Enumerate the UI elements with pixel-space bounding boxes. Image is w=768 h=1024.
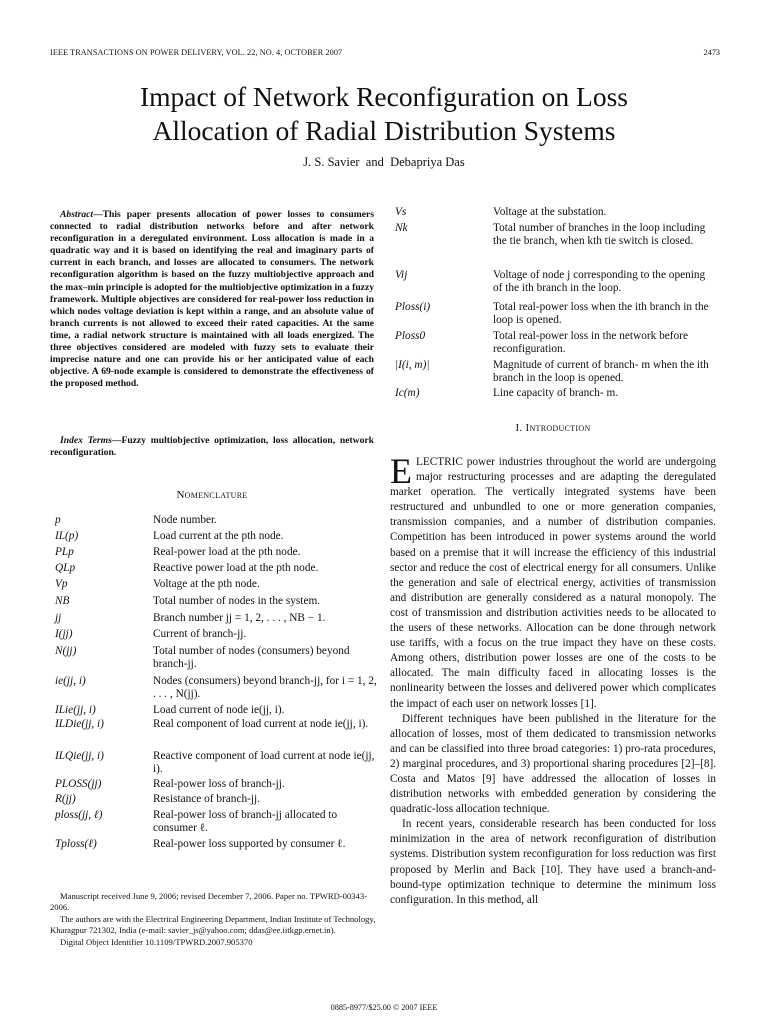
- nomenclature-definition: Voltage at the pth node.: [153, 578, 260, 590]
- nomenclature-definition: Resistance of branch-jj.: [153, 793, 260, 805]
- nomenclature-symbol: QLp: [55, 562, 76, 574]
- footnote-manuscript: Manuscript received June 9, 2006; revised December 7, 2006. Paper no. TPWRD-00343-2006.: [50, 891, 367, 912]
- abstract-text: —This paper presents allocation of power losses to consumers connected to radial distribution networks before and after network reconfiguration in a deregulated environment. Loss allocation is made in a quadratic way and it is based on identifying the real and imaginary parts of current in each branch, and losses are allocated to consumers. The network reconfiguration algorithm is based on the fuzzy multiobjective approach and the max–min principle is adopted for the multiobjective optimization in a fuzzy framework. Multiple objectives are considered for real-power loss reduction in which nodes voltage deviation is kept within a range, and an absolute value of branch currents is not allowed to exceed their rated capacities. At the same time, a radial network structure is maintained with all loads energized. The three objectives considered are modeled with fuzzy sets to evaluate their imprecise nature and one can provide his or her anticipated value of each objective. A 69-node example is considered to demonstrate the effectiveness of the proposed method.: [50, 209, 374, 390]
- paragraph: Different techniques have been published in the literature for the allocation of losses, most of them dedicated to transmission networks and can be classified into three broad categories: 1) pro-rata procedures, 2) marginal procedures, and 3) proportional sharing procedures [2]–[8]. Costa and Matos [9] have addressed the allocation of losses in distribution networks with embedded generation by considering the quadratic-loss allocation technique.: [390, 712, 716, 816]
- nomenclature-symbol: Nk: [395, 222, 408, 234]
- nomenclature-definition: Voltage of node j corresponding to the opening of the ith branch in the loop.: [493, 269, 706, 294]
- nomenclature-symbol: Ploss0: [395, 330, 426, 342]
- page-number: 2473: [703, 48, 720, 57]
- nomenclature-definition: Total real-power loss when the ith branch in the loop is opened.: [493, 301, 709, 326]
- nomenclature-symbol: Vs: [395, 206, 407, 218]
- nomenclature-symbol: R(jj): [55, 793, 76, 805]
- nomenclature-definition: Voltage at the substation.: [493, 206, 607, 218]
- nomenclature-definition: Real-power loss of branch-jj.: [153, 778, 285, 790]
- nomenclature-definition: Load current of node ie(jj, i).: [153, 704, 285, 716]
- paragraph: [390, 451, 716, 712]
- index-terms-lead: Index Terms: [60, 435, 112, 446]
- nomenclature-definition: Real-power loss supported by consumer ℓ.: [153, 838, 346, 850]
- abstract-lead: Abstract: [60, 209, 94, 220]
- nomenclature-symbol: N(jj): [55, 645, 77, 657]
- nomenclature-symbol: ILQie(jj, i): [55, 750, 104, 762]
- nomenclature-symbol: ILDie(jj, i): [55, 718, 104, 730]
- nomenclature-definition: Total number of nodes in the system.: [153, 595, 321, 607]
- footnote-doi: Digital Object Identifier 10.1109/TPWRD.2007.905370: [60, 937, 253, 947]
- section-body: [390, 451, 716, 908]
- nomenclature-symbol: PLp: [55, 546, 74, 558]
- nomenclature-definition: Total real-power loss in the network before reconfiguration.: [493, 330, 688, 355]
- index-terms: [50, 435, 374, 459]
- nomenclature-symbol: ploss(jj, ℓ): [55, 809, 103, 821]
- paragraph: In recent years, considerable research has been conducted for loss minimization in the area of network reconfiguration of distribution systems. Distribution system reconfiguration for loss reduction was first proposed by Merlin and Back [10]. They have used a branch-and-bound-type optimization technique to determine the minimum loss configuration. In this method, all: [390, 818, 716, 906]
- nomenclature-symbol: IL(p): [55, 530, 79, 542]
- nomenclature-symbol: ILie(jj, i): [55, 704, 96, 716]
- authors: J. S. Savier and Debapriya Das: [303, 155, 465, 169]
- nomenclature-symbol: PLOSS(jj): [55, 778, 102, 790]
- paragraph-text: LECTRIC power industries throughout the world are undergoing major restructuring processes and are adapting the deregulated market operation. The vertically integrated systems have been restructured and unbundled to one or more generation companies, transmission companies, and a number of distribution companies. Competition has been introduced in power systems around the world based on a premise that it will increase the efficiency of this industrial sector and reduce the cost of electrical energy for all consumers. Unlike the generation and sale of electrical energy, activities of transmission and distribution are generally considered as a natural monopoly. The cost of transmission and distribution activities needs to be allocated to the users of these networks. Allocation can be done through network use tariffs, with a focus on the true impact they have on these costs. Among others, distribution power losses are one of the costs to be allocated. The main difficulty faced in allocating losses is the nonlinearity between the losses and delivered power which complicates the impact of each user on network losses [1].: [390, 456, 716, 710]
- nomenclature-definition: Total number of nodes (consumers) beyond branch-jj.: [153, 645, 350, 670]
- running-header: IEEE TRANSACTIONS ON POWER DELIVERY, VOL. 22, NO. 4, OCTOBER 2007: [50, 48, 343, 57]
- nomenclature-symbol: ie(jj, i): [55, 675, 86, 687]
- nomenclature-symbol: NB: [55, 595, 70, 607]
- footnotes: [50, 891, 376, 949]
- nomenclature-definition: Line capacity of branch- m.: [493, 387, 619, 399]
- copyright-footer: 0885-8977/$25.00 © 2007 IEEE: [330, 1003, 438, 1012]
- nomenclature-symbol: jj: [55, 612, 62, 624]
- nomenclature-definition: Real component of load current at node ie(jj, i).: [153, 718, 369, 730]
- nomenclature-symbol: p: [55, 514, 61, 526]
- nomenclature-symbol: Ic(m): [395, 387, 420, 399]
- paper-title: [0, 80, 768, 148]
- section-heading: I. Introduction: [515, 422, 591, 434]
- nomenclature-definition: Branch number jj = 1, 2, . . . , NB − 1.: [153, 612, 326, 624]
- nomenclature-symbol: Vp: [55, 578, 68, 590]
- nomenclature-definition: Reactive component of load current at node ie(jj, i).: [153, 750, 375, 775]
- nomenclature-definition: Current of branch-jj.: [153, 628, 247, 640]
- nomenclature-symbol: |I(i, m)|: [395, 359, 430, 371]
- nomenclature-definition: Load current at the pth node.: [153, 530, 284, 542]
- nomenclature-symbol: I(jj): [55, 628, 73, 640]
- nomenclature-symbol: Tploss(ℓ): [55, 838, 97, 850]
- nomenclature-definition: Real-power load at the pth node.: [153, 546, 301, 558]
- nomenclature-symbol: Ploss(i): [395, 301, 431, 313]
- index-terms-text: —Fuzzy multiobjective optimization, loss allocation, network reconfiguration.: [50, 435, 374, 459]
- drop-cap: E: [390, 451, 412, 491]
- nomenclature-definition: Node number.: [153, 514, 218, 526]
- nomenclature-definition: Total number of branches in the loop including the tie branch, when kth tie switch is closed.: [493, 222, 706, 247]
- abstract: [50, 209, 374, 390]
- nomenclature-definition: Real-power loss of branch-jj allocated to consumer ℓ.: [153, 809, 338, 834]
- nomenclature-heading: Nomenclature: [176, 489, 248, 501]
- nomenclature-definition: Reactive power load at the pth node.: [153, 562, 319, 574]
- nomenclature-symbol: Vij: [395, 269, 408, 281]
- nomenclature-definition: Nodes (consumers) beyond branch-jj, for i = 1, 2, . . . , N(jj).: [153, 675, 377, 700]
- title-line-1: Impact of Network Reconfiguration on Loss: [139, 81, 628, 112]
- footnote-affiliation: The authors are with the Electrical Engineering Department, Indian Institute of Technology, Kharagpur 721302, India (e-mail: savier_js@yahoo.com; ddas@ee.iitkgp.ernet.in).: [50, 914, 376, 935]
- title-line-2: Allocation of Radial Distribution Systems: [152, 115, 616, 146]
- nomenclature-definition: Magnitude of current of branch- m when the ith branch in the loop is opened.: [493, 359, 709, 384]
